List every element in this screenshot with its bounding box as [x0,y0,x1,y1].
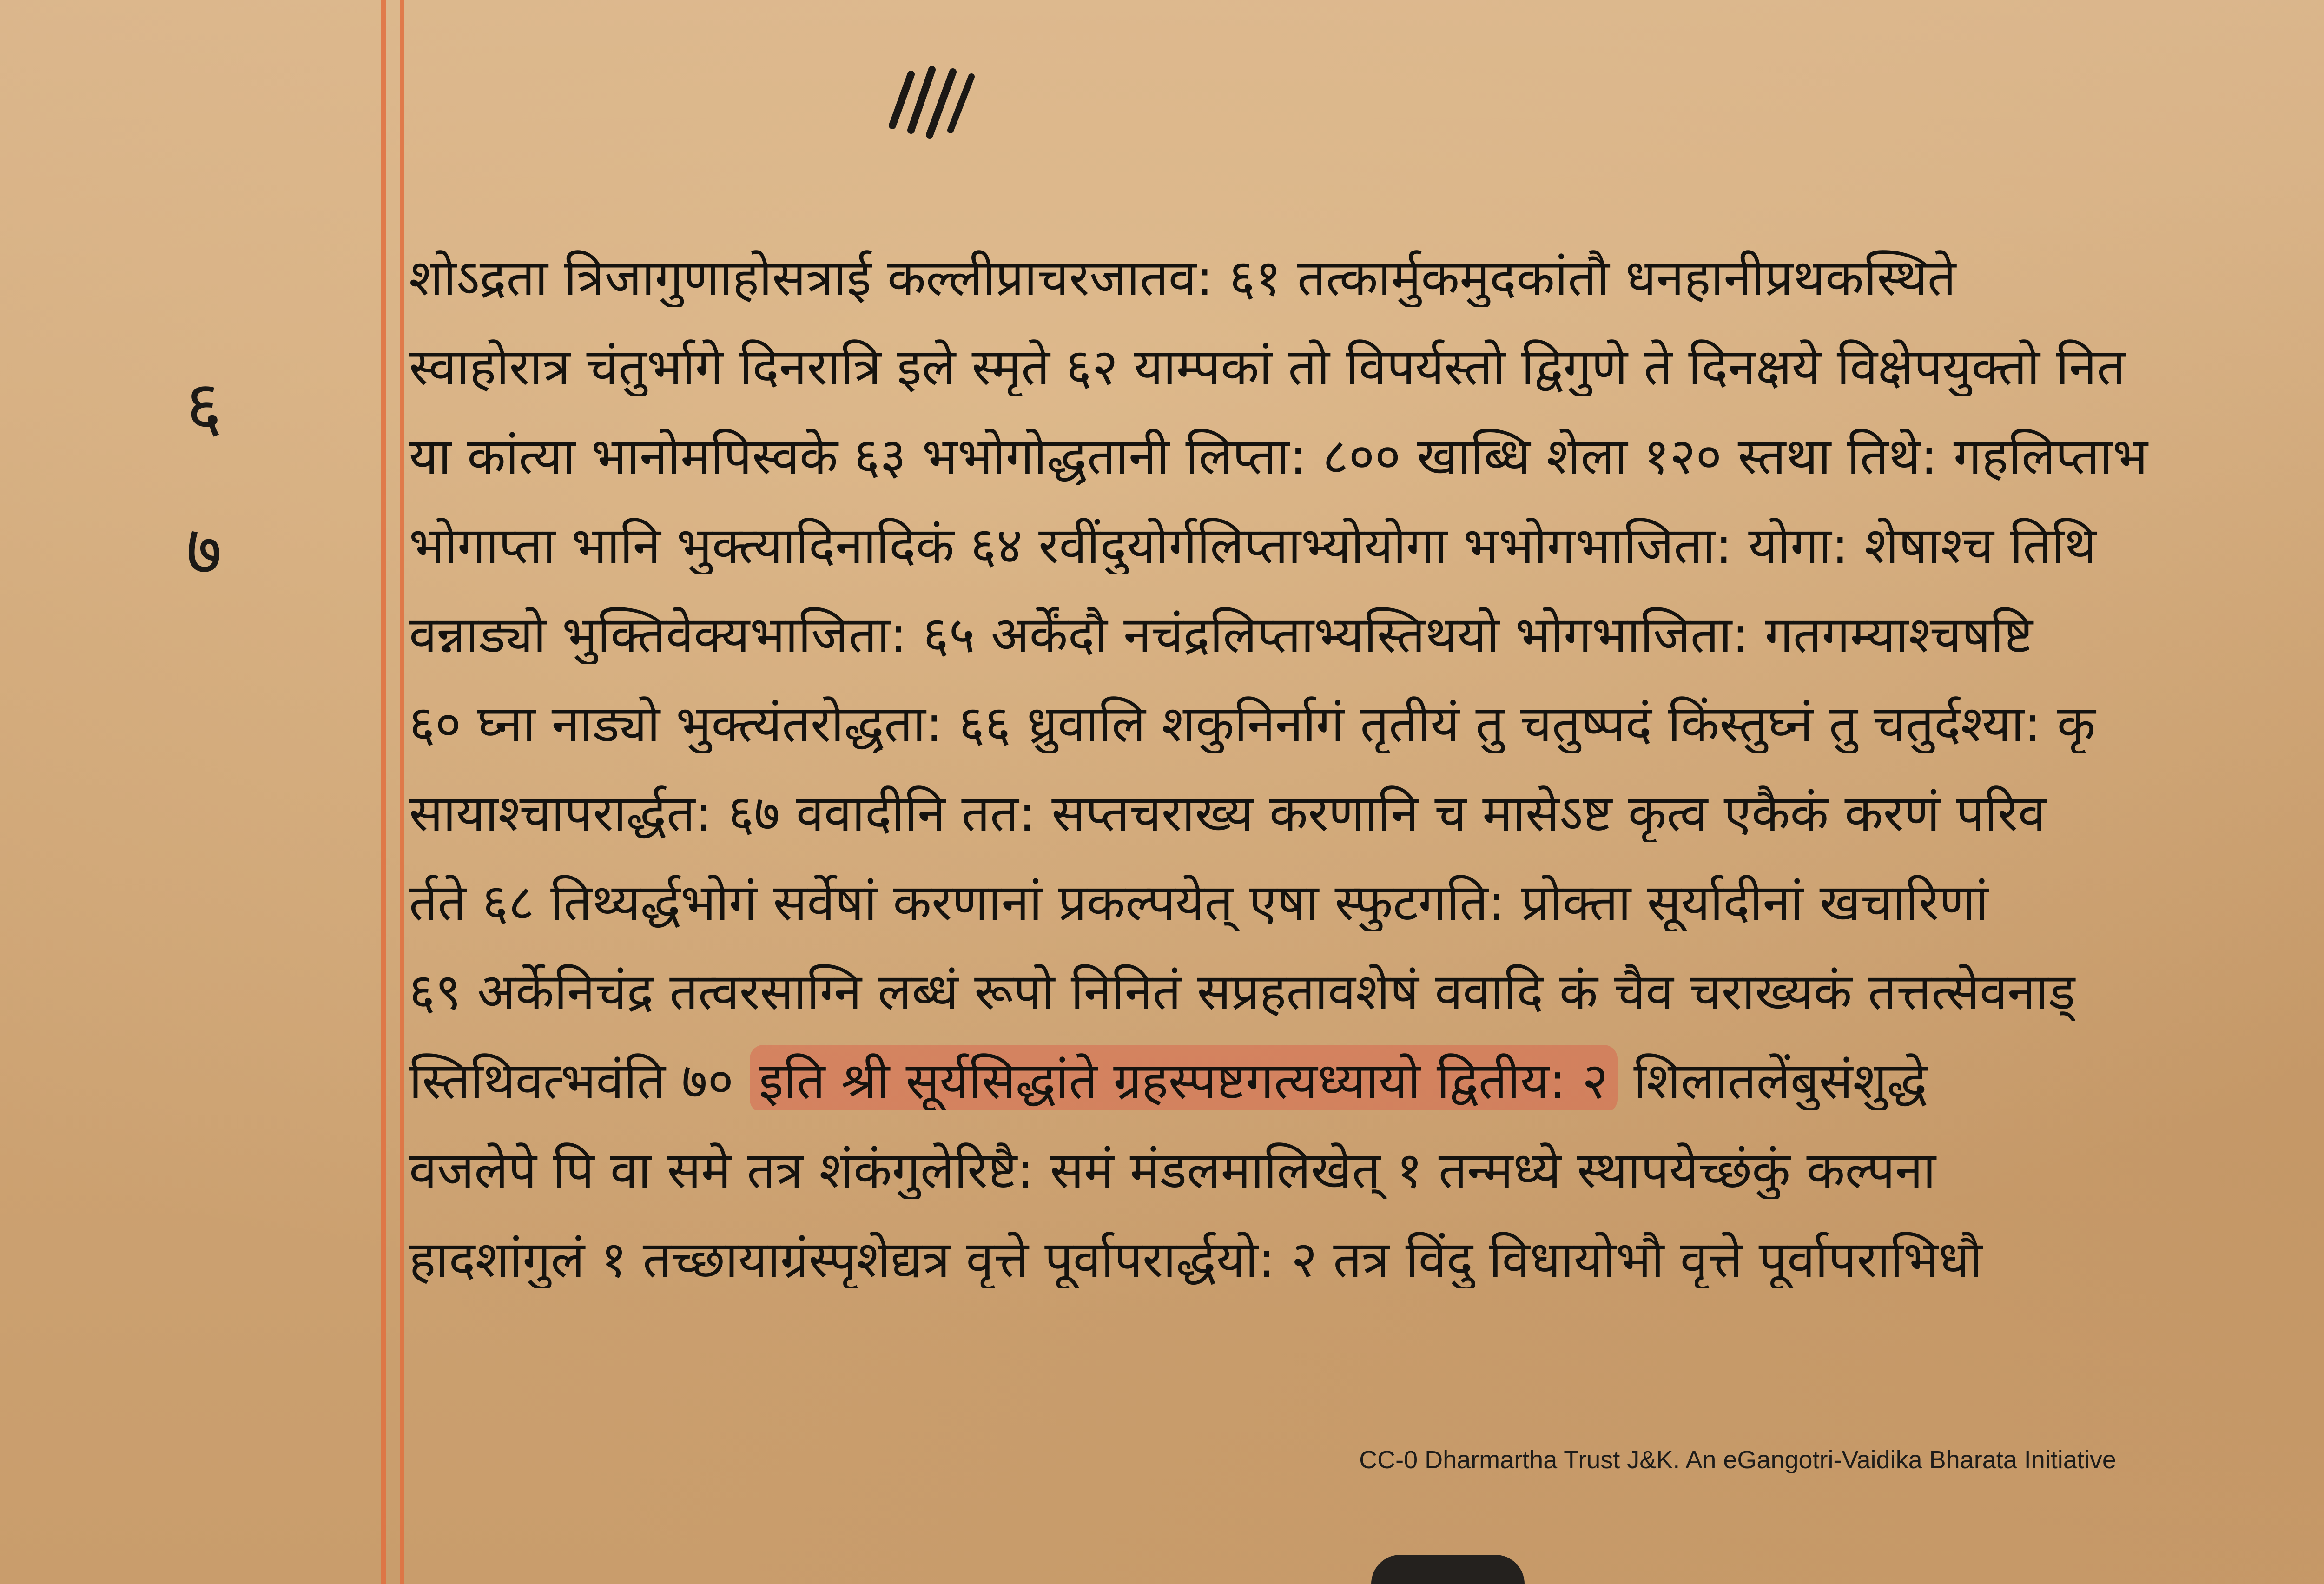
text-line-6: ६० घ्ना नाड्यो भुक्त्यंतरोद्धृता: ६६ ध्रुवालि शकुनिर्नागं तृतीयं तु चतुष्पदं किंस्तुघ्नं तु चतुर्दश्या: कृ [409,695,2096,753]
text-line-3: या कांत्या भानोमपिस्वके ६३ भभोगोद्धृतानी लिप्ता: ८०० खाब्धि शेला १२० स्तथा तिथे: गहलिप्ताभ [409,428,2148,485]
text-line-4: भोगाप्ता भानि भुक्त्यादिनादिकं ६४ रवींदुयोर्गलिप्ताभ्योयोगा भभोगभाजिता: योगा: शेषाश्च तिथि [409,517,2097,574]
folio-number-left-top: ६ [186,366,223,447]
binding-shadow [1371,1555,1525,1584]
text-line-5: वन्नाड्यो भुक्तिवेक्यभाजिता: ६५ अर्केंदौ नचंद्रलिप्ताभ्यस्तिथयो भोगभाजिता: गतगम्याश्चषष्टि [409,606,2033,664]
ink-strokes-icon [883,56,985,149]
text-line-10 [409,1045,2324,1110]
text-line-7: सायाश्चापरार्द्धत: ६७ ववादीनि तत: सप्तचराख्य करणानि च मासेऽष्ट कृत्व एकैकं करणं परिव [409,785,2046,842]
digitization-credit: CC-0 Dharmartha Trust J&K. An eGangotri-Vaidika Bharata Initiative [1359,1446,2116,1474]
text-line-10-start: स्तिथिवत्भवंति ७० [409,1052,734,1110]
text-line-2: स्वाहोरात्र चंतुर्भागे दिनरात्रि इले स्मृते ६२ याम्पकां तो विपर्यस्तो द्विगुणे ते दिनक्षये विक्षेपयुक्तो नित [409,338,2126,396]
left-margin-rule-outer [381,0,386,1584]
text-line-11: वजलेपे पि वा समे तत्र शंकंगुलेरिष्टै: समं मंडलमालिखेत् १ तन्मध्ये स्थापयेच्छंकुं कल्पना [409,1142,1936,1199]
folio-number-left-bottom: ७ [186,510,223,591]
manuscript-text-block [409,242,2324,1357]
colophon-highlight: इति श्री सूर्यसिद्धांते ग्रहस्पष्टगत्यध्यायो द्वितीय: २ [750,1045,1618,1110]
text-line-9: ६९ अर्केनिचंद्र तत्वरसाग्नि लब्धं रूपो निनितं सप्रहतावशेषं ववादि कं चैव चराख्यकं तत्तत्सेवनाड् [409,963,2075,1021]
text-line-10-tail: शिलातलेंबुसंशुद्धे [1633,1052,1928,1110]
text-line-12: हादशांगुलं १ तच्छायाग्रंस्पृशेद्यत्र वृत्ते पूर्वापरार्द्धयो: २ तत्र विंदु विधायोभौ वृत्ते पूर्वापराभिधौ [409,1231,1982,1288]
text-line-8: र्तते ६८ तिथ्यर्द्धभोगं सर्वेषां करणानां प्रकल्पयेत् एषा स्फुटगति: प्रोक्ता सूर्यादीनां खचारिणां [409,874,1988,931]
left-margin-rule-inner [400,0,404,1584]
text-line-1: शोऽद्रता त्रिजागुणाहोसत्राई कल्लीप्राचरजातव: ६१ तत्कार्मुकमुदकांतौ धनहानीप्रथकस्थिते [409,249,1956,307]
